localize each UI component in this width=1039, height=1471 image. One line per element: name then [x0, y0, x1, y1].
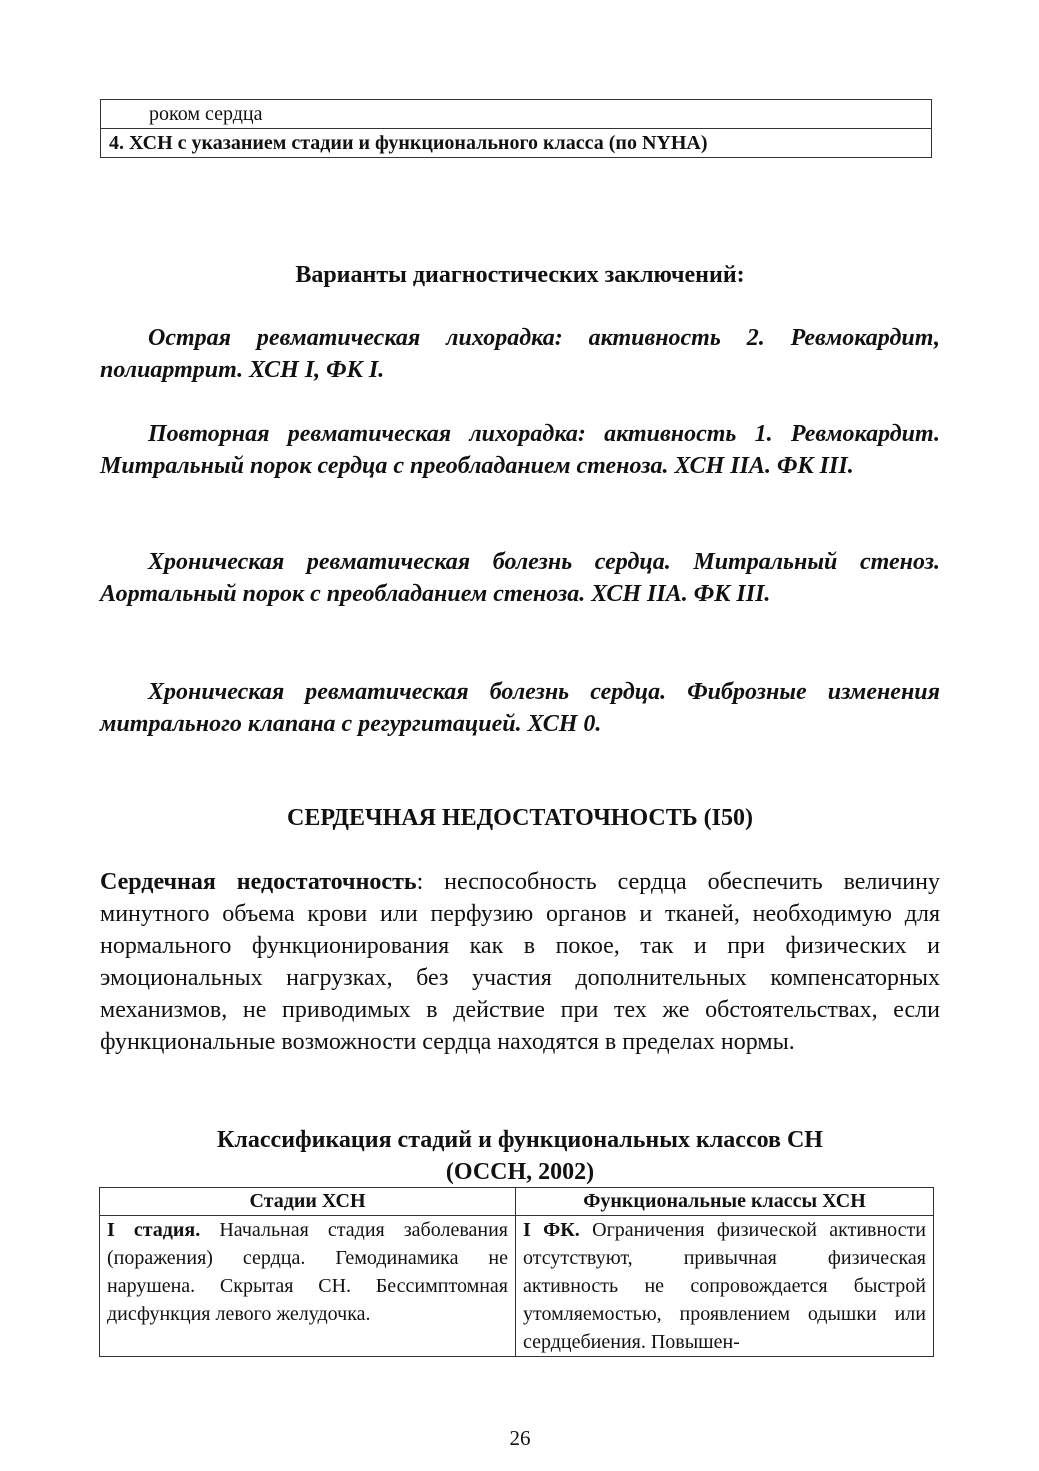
class-label: I ФК. — [523, 1219, 580, 1241]
diagnosis-example: Острая ревматическая лихорадка: активность 2. Ревмокардит, полиартрит. ХСН I, ФК I. — [100, 325, 940, 383]
variants-heading: Варианты диагностических заключений: — [295, 262, 745, 288]
class-cell — [516, 1216, 934, 1357]
column-header-stages: Стадии ХСН — [100, 1188, 516, 1216]
stage-label: I стадия. — [107, 1219, 201, 1241]
class-description: Ограничения физической активности отсутствуют, привычная физическая активность не сопровождается быстрой утомляемостью, проявлением одышки или сердцебиения. Повышен- — [523, 1219, 926, 1353]
continuation-table — [100, 99, 932, 158]
continuation-row: роком сердца — [101, 100, 931, 129]
column-header-classes: Функциональные классы ХСН — [516, 1188, 934, 1216]
classification-table — [99, 1187, 934, 1357]
definition-term: Сердечная недостаточность — [100, 869, 417, 895]
classification-source-line: (ОССН, 2002) — [445, 1159, 595, 1185]
definition-paragraph — [100, 866, 940, 1058]
diagnosis-example: Повторная ревматическая лихорадка: активность 1. Ревмокардит. Митральный порок сердца с преобладанием стеноза. ХСН IIА. ФК III. — [100, 421, 940, 479]
table-row — [100, 1216, 934, 1357]
diagnosis-example: Хроническая ревматическая болезнь сердца. Митральный стеноз. Аортальный порок с преобладанием стеноза. ХСН IIА. ФК III. — [100, 549, 940, 607]
definition-text: : неспособность сердца обеспечить величину минутного объема крови или перфузию органов и тканей, необходимую для нормального функционирования как в покое, так и при физических и эмоциональных нагрузках, без участия дополнительных компенсаторных механизмов, не приводимых в действие при тех же обстоятельствах, если функциональные возможности сердца находятся в пределах нормы. — [100, 869, 940, 1055]
classification-title — [100, 1124, 940, 1188]
stage-cell — [100, 1216, 516, 1357]
table-header-row — [100, 1188, 934, 1216]
section-heading: СЕРДЕЧНАЯ НЕДОСТАТОЧНОСТЬ (I50) — [287, 805, 753, 831]
nyha-row: 4. ХСН с указанием стадии и функционального класса (по NYHA) — [109, 132, 708, 154]
diagnosis-example: Хроническая ревматическая болезнь сердца. Фиброзные изменения митрального клапана с регургитацией. ХСН 0. — [100, 679, 940, 737]
page-number: 26 — [509, 1426, 531, 1450]
stage-description: Начальная стадия заболевания (поражения) сердца. Гемодинамика не нарушена. Скрытая СН. Бессимптомная дисфункция левого желудочка. — [107, 1219, 508, 1325]
classification-title-line: Классификация стадий и функциональных классов СН — [217, 1127, 823, 1153]
